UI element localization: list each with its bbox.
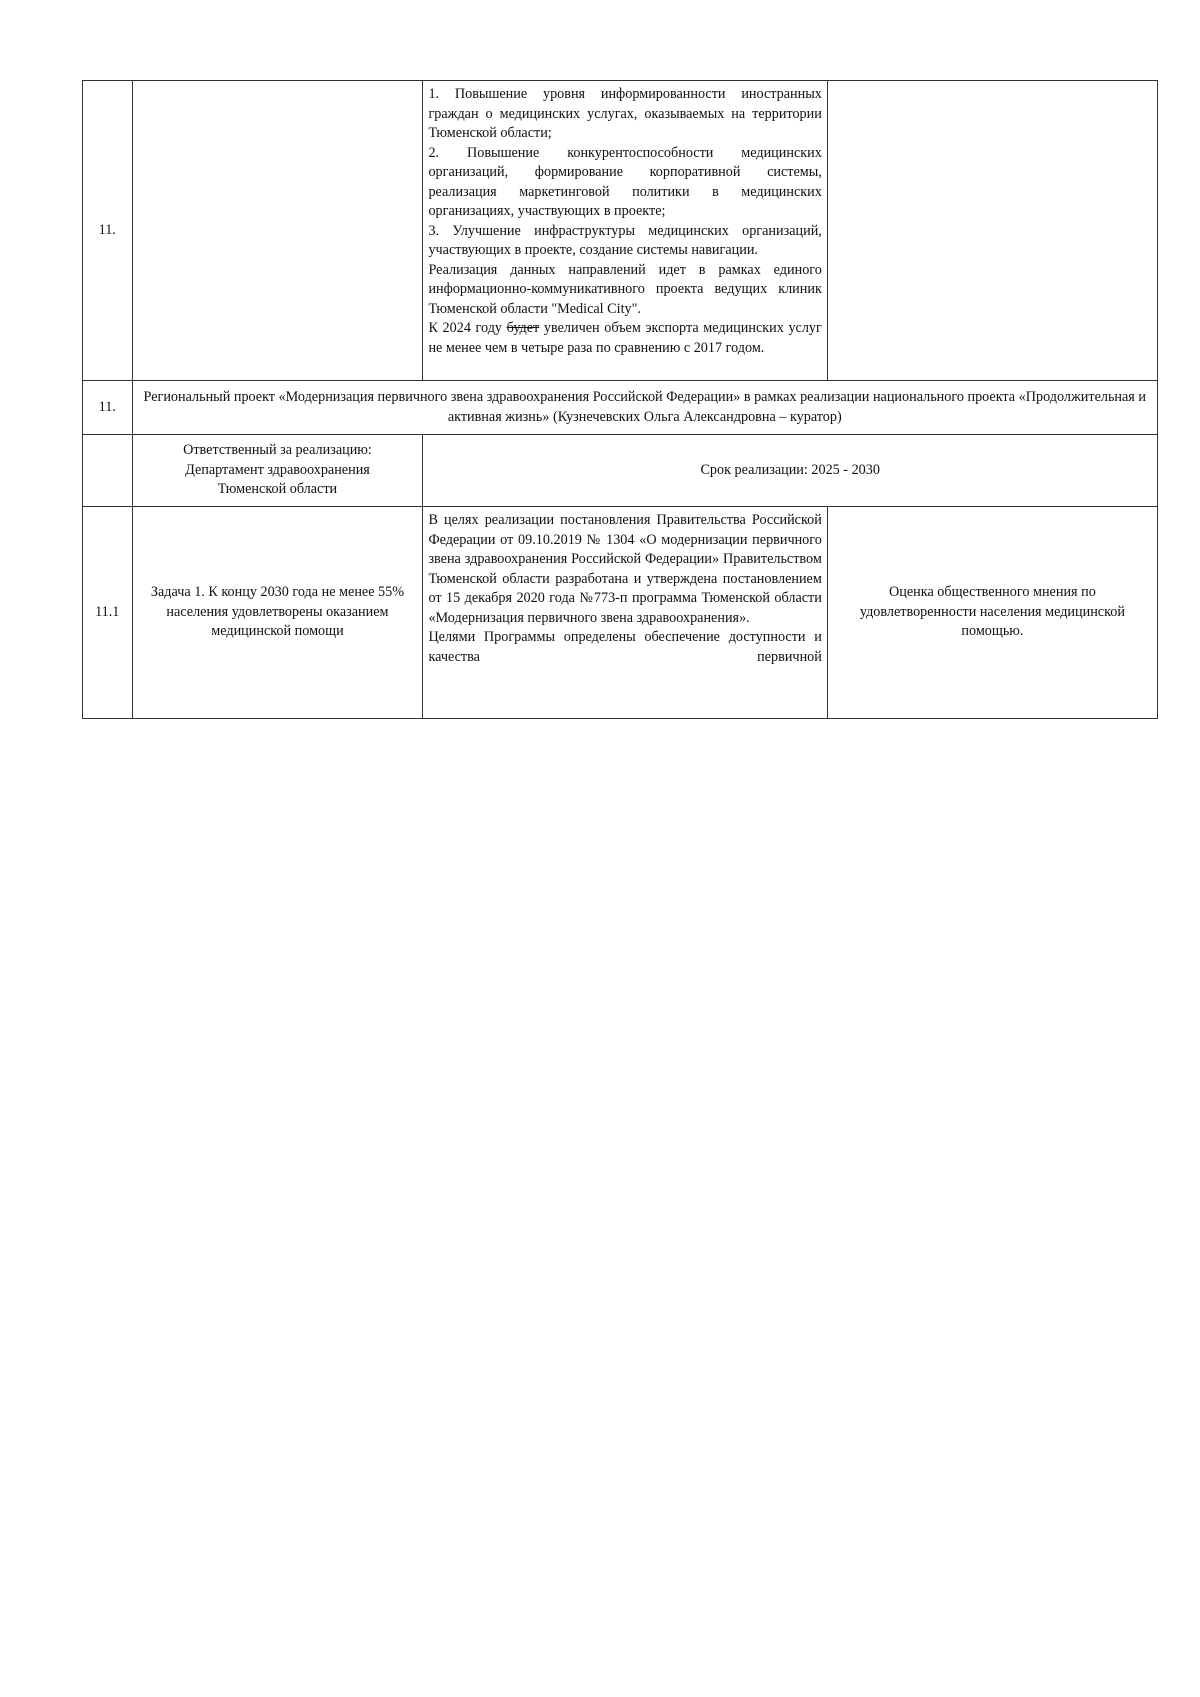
table-row	[83, 507, 1158, 719]
paragraph: 3. Улучшение инфраструктуры медицинских организаций, участвующих в проекте, создание системы навигации.	[428, 222, 822, 258]
responsible-cell: Ответственный за реализацию: Департамент здравоохранения Тюменской области	[132, 435, 423, 507]
row-number: 11.1	[83, 507, 133, 719]
struck-text: будет	[506, 320, 540, 336]
empty-cell	[83, 435, 133, 507]
empty-cell	[827, 81, 1157, 381]
paragraph: Целями Программы определены обеспечение доступности и качества первичной	[428, 629, 822, 665]
empty-cell	[132, 81, 423, 381]
text-fragment: увеличен объем экспорта медицинских услуг не менее чем в четыре раза по сравнению с 2017 годом.	[428, 320, 822, 356]
term-cell: Срок реализации: 2025 - 2030	[423, 435, 1158, 507]
document-page	[82, 80, 1158, 719]
paragraph: Реализация данных направлений идет в рамках единого информационно-коммуникативного проекта ведущих клиник Тюменской области "Medical City".	[428, 261, 822, 317]
row-number: 11.	[83, 81, 133, 381]
task-cell: Задача 1. К концу 2030 года не менее 55% населения удовлетворены оказанием медицинской помощи	[132, 507, 423, 719]
text-fragment: К 2024 году	[428, 320, 503, 336]
paragraph	[428, 319, 821, 358]
paragraph: 2. Повышение конкурентоспособности медицинских организаций, формирование корпоративной системы, реализация маркетинговой политики в медицинских организациях, участвующих в проекте;	[428, 144, 822, 219]
table-row	[83, 435, 1158, 507]
activity-description	[423, 507, 827, 719]
indicator-cell: Оценка общественного мнения по удовлетворенности населения медицинской помощью.	[827, 507, 1157, 719]
activity-description	[423, 81, 827, 381]
project-title: Региональный проект «Модернизация первичного звена здравоохранения Российской Федерации» в рамках реализации национального проекта «Продолжительная и активная жизнь» (Кузнечевских Ольга Александровна – куратор)	[132, 381, 1157, 435]
paragraph: 1. Повышение уровня информированности иностранных граждан о медицинских услугах, оказываемых на территории Тюменской области;	[428, 86, 822, 141]
table-row	[83, 81, 1158, 381]
row-number: 11.	[83, 381, 133, 435]
table-row	[83, 381, 1158, 435]
paragraph: В целях реализации постановления Правительства Российской Федерации от 09.10.2019 № 1304 «О модернизации первичного звена здравоохранения Российской Федерации» Правительством Тюменской области разработана и утверждена постановлением от 15 декабря 2020 года №773-п программа Тюменской области «Модернизация первичного звена здравоохранения».	[428, 512, 822, 626]
measures-table	[82, 80, 1158, 719]
